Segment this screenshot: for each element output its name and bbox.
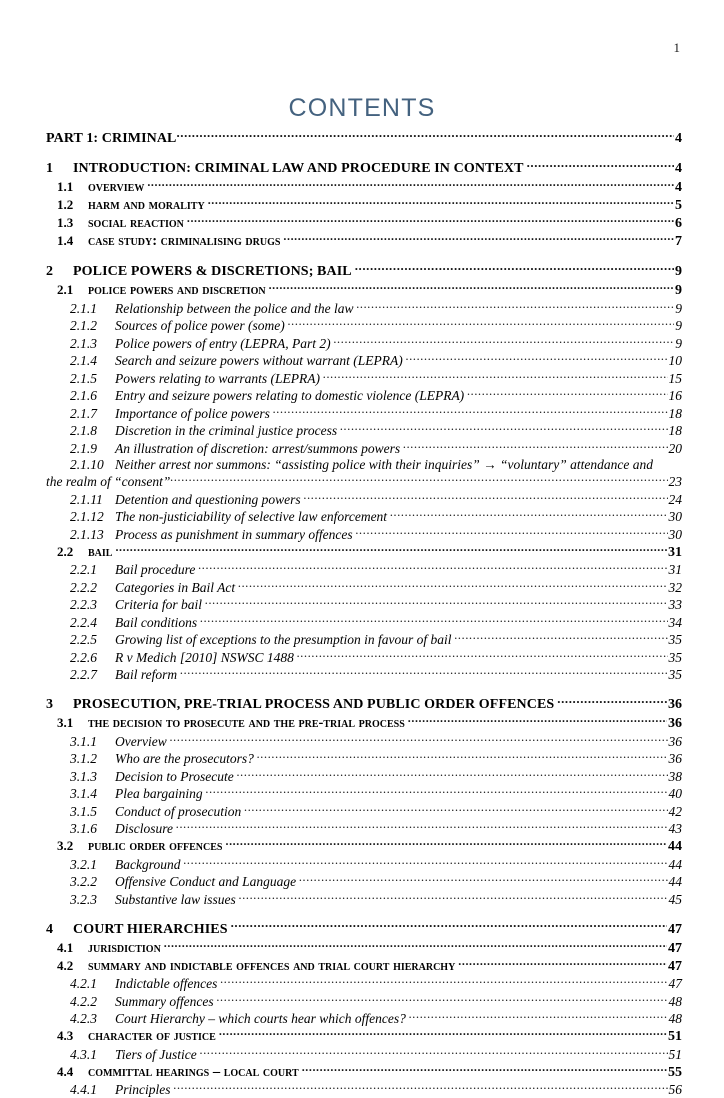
toc-entry-number: 4.4.1 [70,1082,115,1098]
toc-leader-dots [147,178,674,191]
toc-leader-dots [288,317,675,331]
toc-leader-dots [390,508,667,522]
toc-entry-title: R v Medich [2010] NSWSC 1488 [115,650,297,666]
toc-entry-number: 2.1.2 [70,318,115,334]
toc-entry-number: 2.1.11 [70,492,115,508]
toc-leader-dots [304,490,668,504]
toc-entry-title: PART 1: CRIMINAL [46,131,176,147]
toc-entry[interactable] [46,666,682,684]
toc-entry-number: 4 [46,922,73,938]
toc-entry-page: 10 [668,353,683,369]
toc-entry-page: 16 [668,388,683,404]
toc-leader-dots [170,732,668,746]
toc-entry-number: 3.2.2 [70,874,115,890]
toc-leader-dots [283,232,674,245]
toc-entry-page: 42 [668,804,683,820]
page-title: CONTENTS [0,96,724,121]
toc-leader-dots [244,802,667,816]
toc-entry-number: 2 [46,264,73,280]
toc-entry-title: Discretion in the criminal justice process [115,423,340,439]
toc-leader-dots [219,1027,667,1040]
toc-entry-number: 2.1.12 [70,509,115,525]
toc-entry-title: Disclosure [115,821,176,837]
page-number: 1 [674,41,681,54]
toc-leader-dots [115,543,667,556]
toc-entry-title: INTRODUCTION: CRIMINAL LAW AND PROCEDURE IN CONTEXT [73,161,527,177]
toc-entry-number: 1.2 [57,197,88,213]
toc-entry-number: 4.1 [57,940,88,956]
toc-entry-number: 2.1.7 [70,406,115,422]
toc-leader-dots [527,158,674,172]
toc-entry-number: 2.2.5 [70,632,115,648]
toc-entry-number: 2.1 [57,282,88,298]
toc-entry-page: 33 [668,597,683,613]
toc-entry-title: The non-justiciability of selective law enforcement [115,509,390,525]
toc-leader-dots [220,975,667,989]
toc-entry-page: 44 [668,857,683,873]
toc-entry-number: 2.1.9 [70,441,115,457]
toc-entry-page: 34 [668,615,683,631]
toc-entry-page: 55 [667,1065,682,1081]
toc-entry-title: harm and morality [88,197,208,214]
toc-leader-dots [198,561,667,575]
toc-entry-page: 30 [668,509,683,525]
toc-entry-title: Tiers of Justice [115,1047,200,1063]
toc-entry-number: 2.1.8 [70,423,115,439]
toc-leader-dots [340,422,667,436]
toc-entry-title: Process as punishment in summary offences [115,527,356,543]
toc-entry-page: 15 [668,371,683,387]
toc-entry-title: Detention and questioning powers [115,492,304,508]
toc-entry-page: 47 [667,922,682,938]
toc-leader-dots [226,837,668,850]
toc-entry-number: 4.3.1 [70,1047,115,1063]
toc-entry-page: 9 [674,283,682,299]
toc-entry-page: 23 [668,474,683,490]
toc-entry[interactable] [46,232,682,250]
toc-entry-number: 2.1.1 [70,301,115,317]
toc-entry-number: 3.1.3 [70,769,115,785]
toc-entry-number: 1.3 [57,215,88,231]
toc-entry-number: 3.2 [57,838,88,854]
toc-entry-number: 2.1.6 [70,388,115,404]
toc-entry-number: 4.2 [57,958,88,974]
toc-leader-dots [200,613,667,627]
toc-entry-number: 3.1.1 [70,734,115,750]
toc-leader-dots [408,714,667,727]
toc-entry-number: 2.2.1 [70,562,115,578]
toc-entry-number: 3.1.4 [70,786,115,802]
toc-leader-dots [467,387,667,401]
toc-entry-title: POLICE POWERS & DISCRETIONS; BAIL [73,264,355,280]
toc-entry-page: 36 [668,734,683,750]
toc-leader-dots [409,1010,668,1024]
toc-entry-number: 2.2.2 [70,580,115,596]
toc-entry-page: 5 [674,198,682,214]
toc-entry-title: Police powers of entry (LEPRA, Part 2) [115,336,334,352]
toc-leader-dots [273,404,668,418]
toc-entry-title: case study: criminalising drugs [88,233,283,250]
toc-entry-number: 3.1.6 [70,821,115,837]
toc-entry-page: 4 [674,131,682,147]
toc-entry-page: 35 [668,632,683,648]
toc-entry-title: Sources of police power (some) [115,318,288,334]
toc-entry-title: Entry and seizure powers relating to domestic violence (LEPRA) [115,388,467,404]
toc-leader-dots [174,1081,668,1095]
toc-entry-title: Indictable offences [115,976,220,992]
toc-entry-page: 56 [668,1082,683,1098]
toc-entry-number: 2.1.5 [70,371,115,387]
toc-leader-dots [239,890,668,904]
toc-entry-page: 9 [674,318,682,334]
toc-entry-page: 36 [668,751,683,767]
toc-entry-number: 3.2.1 [70,857,115,873]
toc-entry-title: jurisdiction [88,940,164,957]
toc-leader-dots [557,694,667,708]
toc-entry[interactable] [46,890,682,908]
toc-entry-page: 48 [668,1011,683,1027]
toc-entry-page: 45 [668,892,683,908]
toc-entry-number: 2.1.4 [70,353,115,369]
toc-entry-page: 35 [668,667,683,683]
toc-leader-dots [231,919,667,933]
toc-entry-title: Growing list of exceptions to the presumption in favour of bail [115,632,454,648]
toc-entry-title: Principles [115,1082,174,1098]
toc-entry-page: 38 [668,769,683,785]
toc-entry-number: 3.1.2 [70,751,115,767]
toc-entry-number: 1 [46,161,73,177]
toc-entry-title: Categories in Bail Act [115,580,238,596]
toc-entry-number: 2.2.7 [70,667,115,683]
toc-entry-title: Decision to Prosecute [115,769,237,785]
toc-entry-number: 4.2.2 [70,994,115,1010]
toc-entry-title: Neither arrest nor summons: “assisting police with their inquiries” → “voluntary” attendance and [115,457,653,473]
toc-leader-dots [323,369,668,383]
toc-entry-page: 51 [668,1047,683,1063]
toc-leader-dots [356,299,674,313]
toc-entry-page: 30 [668,527,683,543]
toc-entry-title: character of justice [88,1028,219,1045]
toc-entry[interactable] [46,128,682,147]
toc-leader-dots [334,334,675,348]
toc-entry-number: 1.1 [57,179,88,195]
toc-leader-dots [176,820,668,834]
toc-entry-number: 2.2.4 [70,615,115,631]
toc-leader-dots [237,767,668,781]
toc-entry-number: 3 [46,697,73,713]
toc-entry-number: 3.1 [57,715,88,731]
toc-entry[interactable] [46,457,682,491]
toc-entry-page: 6 [674,216,682,232]
toc-entry-number: 3.1.5 [70,804,115,820]
toc-leader-dots [257,750,668,764]
toc-leader-dots [238,578,667,592]
toc-entry-page: 31 [667,545,682,561]
toc-entry-title: Background [115,857,183,873]
toc-leader-dots [454,631,667,645]
toc-entry-page: 36 [667,716,682,732]
toc-leader-dots [205,596,667,610]
toc-entry-title: Search and seizure powers without warrant (LEPRA) [115,353,406,369]
toc-entry-number: 2.2.6 [70,650,115,666]
toc-entry-number: 2.1.3 [70,336,115,352]
toc-entry-number: 2.2.3 [70,597,115,613]
toc-entry-page: 40 [668,786,683,802]
toc-leader-dots [355,261,674,275]
toc-leader-dots [297,648,668,662]
toc-entry-page: 9 [674,336,682,352]
toc-leader-dots [302,1063,667,1076]
toc-leader-dots [356,525,668,539]
toc-leader-dots [217,992,668,1006]
toc-entry-page: 32 [668,580,683,596]
toc-entry-title: public order offences [88,838,226,855]
toc-entry-page: 4 [674,161,682,177]
toc-leader-dots [458,957,667,970]
toc-leader-dots [299,873,667,887]
toc-entry-page: 44 [668,874,683,890]
toc-entry-page: 20 [668,441,683,457]
toc-entry-title: An illustration of discretion: arrest/summons powers [115,441,403,457]
toc-entry-page: 9 [674,301,682,317]
toc-entry-title: Plea bargaining [115,786,206,802]
toc-leader-dots [269,281,674,294]
toc-entry-page: 24 [668,492,683,508]
toc-entry-number: 4.2.1 [70,976,115,992]
toc-entry-page: 43 [668,821,683,837]
toc-entry-page: 18 [668,406,683,422]
toc-leader-dots [208,196,674,209]
toc-entry-title-continued: the realm of “consent” [46,474,170,490]
toc-entry-title: Bail reform [115,667,180,683]
toc-entry-page: 4 [674,180,682,196]
toc-entry-page: 51 [667,1029,682,1045]
toc-entry-title: Bail procedure [115,562,198,578]
toc-entry-page: 44 [667,839,682,855]
toc-leader-dots [187,214,674,227]
toc-entry-number: 3.2.3 [70,892,115,908]
toc-entry-title: social reaction [88,215,187,232]
toc-entry[interactable] [46,1081,682,1098]
table-of-contents [46,128,682,1098]
toc-entry-title: Who are the prosecutors? [115,751,257,767]
toc-entry-title: police powers and discretion [88,282,269,299]
toc-leader-dots [180,666,667,680]
toc-entry-title: PROSECUTION, PRE-TRIAL PROCESS AND PUBLIC ORDER OFFENCES [73,697,557,713]
toc-entry-number: 4.2.3 [70,1011,115,1027]
toc-entry-number: 1.4 [57,233,88,249]
toc-entry-number: 2.1.13 [70,527,115,543]
toc-entry-page: 47 [667,941,682,957]
toc-entry-title: Bail conditions [115,615,200,631]
toc-entry-page: 47 [668,976,683,992]
toc-entry-title: Conduct of prosecution [115,804,244,820]
toc-entry-page: 31 [668,562,683,578]
toc-entry-number: 2.1.10 [70,457,115,473]
toc-entry-title: Offensive Conduct and Language [115,874,299,890]
toc-leader-dots [206,785,668,799]
toc-entry-page: 18 [668,423,683,439]
toc-entry-number: 4.4 [57,1064,88,1080]
toc-leader-dots [200,1045,668,1059]
toc-entry-title: Court Hierarchy – which courts hear which offences? [115,1011,409,1027]
toc-entry-title: the decision to prosecute and the pre-trial process [88,715,408,732]
toc-entry-title: Criteria for bail [115,597,205,613]
toc-entry-title: COURT HIERARCHIES [73,922,231,938]
toc-leader-dots [164,939,667,952]
toc-entry-page: 35 [668,650,683,666]
toc-leader-dots [170,473,667,487]
toc-entry-title: bail [88,544,115,561]
toc-entry-page: 7 [674,234,682,250]
toc-entry-page: 48 [668,994,683,1010]
toc-entry-page: 9 [674,264,682,280]
toc-entry[interactable] [46,439,682,457]
toc-leader-dots [183,855,667,869]
toc-entry-title: Summary offences [115,994,217,1010]
toc-entry-number: 4.3 [57,1028,88,1044]
toc-entry-number: 2.2 [57,544,88,560]
toc-entry-page: 36 [667,697,682,713]
toc-entry-title: Relationship between the police and the law [115,301,356,317]
toc-entry-title: Importance of police powers [115,406,273,422]
toc-entry-title: Powers relating to warrants (LEPRA) [115,371,323,387]
toc-entry-title: Substantive law issues [115,892,239,908]
toc-entry-title: committal hearings – local court [88,1064,302,1081]
toc-leader-dots [176,128,674,142]
toc-entry-title: overview [88,179,147,196]
toc-entry-page: 47 [667,959,682,975]
toc-leader-dots [403,439,667,453]
toc-leader-dots [406,352,668,366]
toc-entry-title: summary and indictable offences and trial court hierarchy [88,958,458,975]
toc-entry-title: Overview [115,734,170,750]
